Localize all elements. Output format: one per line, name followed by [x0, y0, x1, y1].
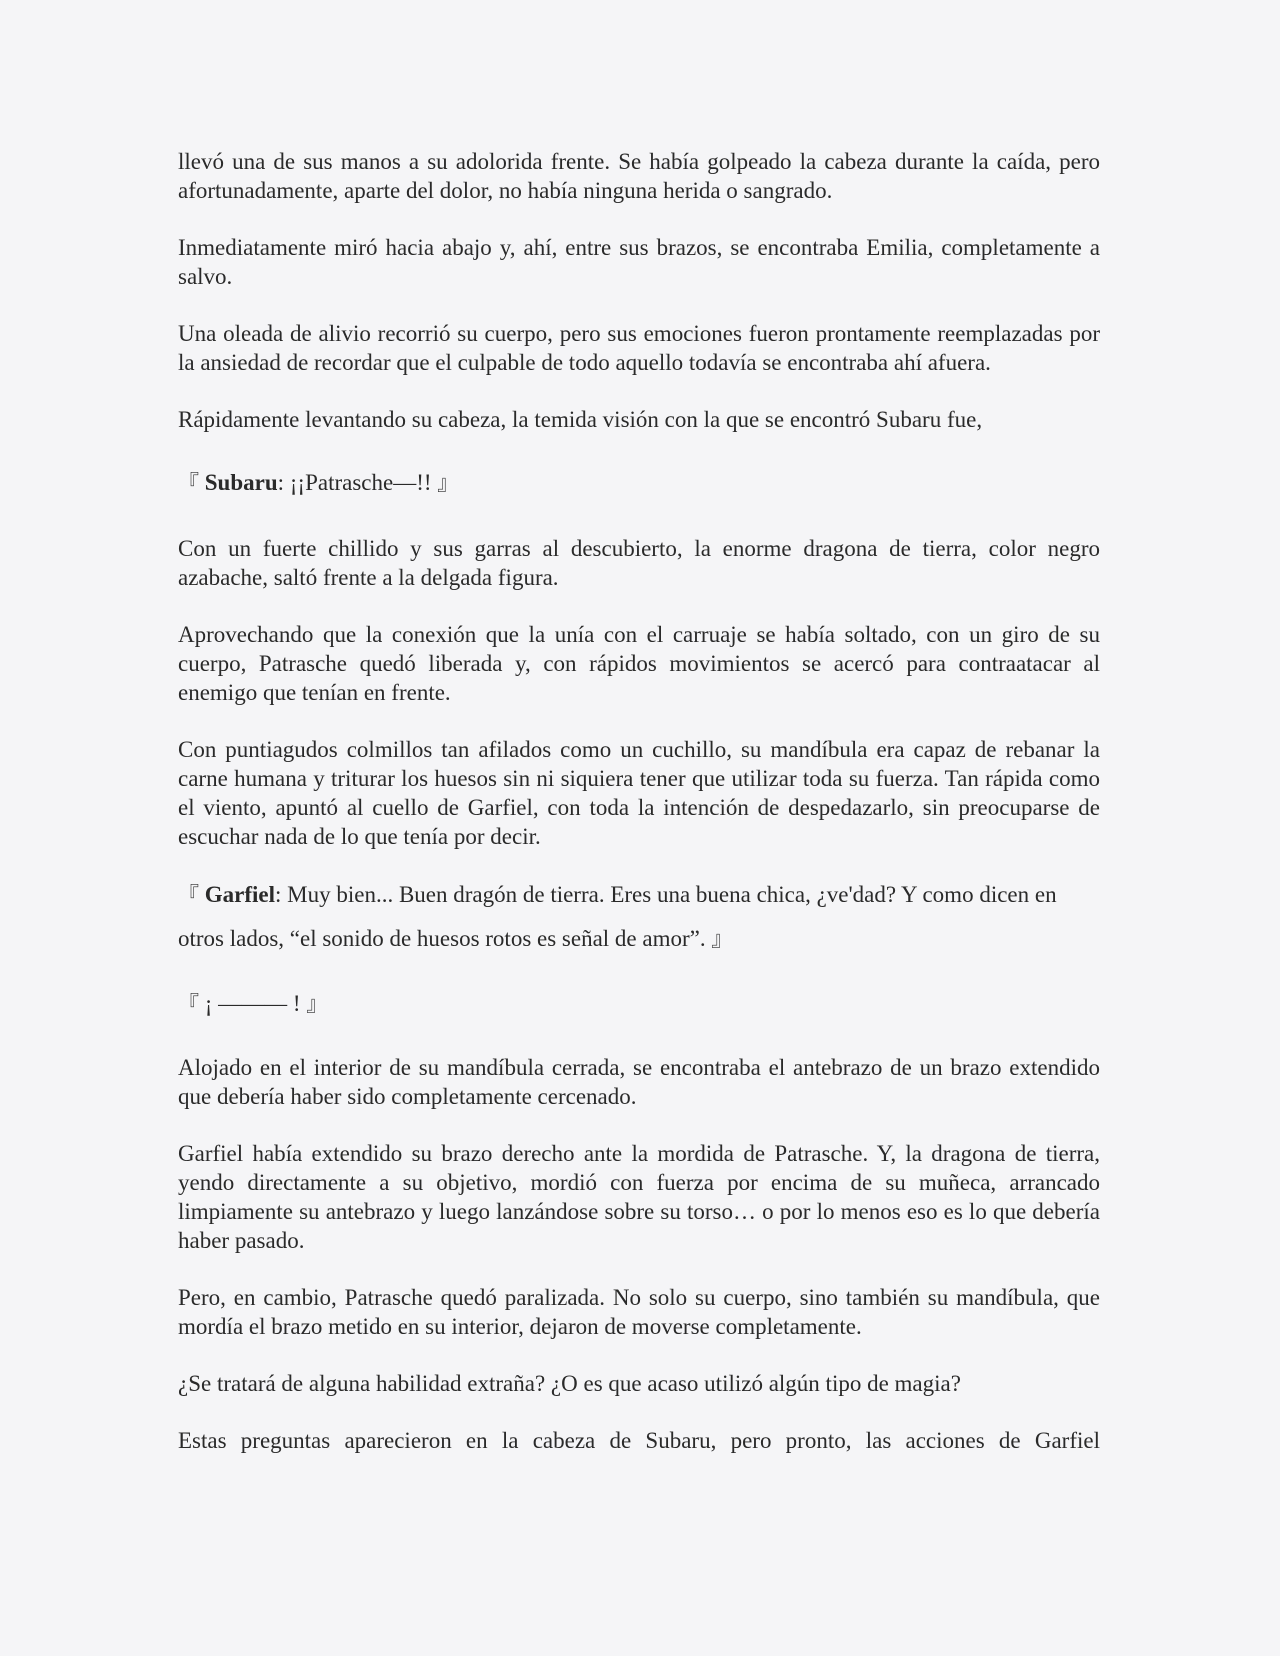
paragraph: Garfiel había extendido su brazo derecho ante la mordida de Patrasche. Y, la dragona de tierra, yendo directamente a su objetivo, mordió con fuerza por encima de su muñeca, arrancado limpiamente su antebrazo y luego lanzándose sobre su torso… o por lo menos eso es lo que debería haber pasado. [178, 1141, 1100, 1253]
close-bracket: 』 [711, 927, 733, 951]
dialogue-text: : Muy bien... Buen dragón de tierra. Eres una buena chica, ¿ve'dad? Y como dicen en otros lados, “el sonido de huesos rotos es señal de amor”. [178, 882, 1057, 951]
open-bracket: 『 [178, 883, 199, 907]
paragraph: Con puntiagudos colmillos tan afilados como un cuchillo, su mandíbula era capaz de rebanar la carne humana y triturar los huesos sin ni siquiera tener que utilizar toda su fuerza. Tan rápida como el viento, apuntó al cuello de Garfiel, con toda la intención de despedazarlo, sin preocuparse de escuchar nada de lo que tenía por decir. [178, 737, 1100, 849]
close-bracket: 』 [437, 471, 459, 495]
dialogue-line-subaru [178, 468, 1100, 498]
paragraph: Estas preguntas aparecieron en la cabeza de Subaru, pero pronto, las acciones de Garfiel [178, 1428, 1100, 1453]
dialogue-text: ¡ ——— ! [204, 991, 307, 1016]
paragraph: llevó una de sus manos a su adolorida frente. Se había golpeado la cabeza durante la caída, pero afortunadamente, aparte del dolor, no había ninguna herida o sangrado. [178, 149, 1100, 203]
paragraph: ¿Se tratará de alguna habilidad extraña? ¿O es que acaso utilizó algún tipo de magia? [178, 1371, 961, 1396]
paragraph: Rápidamente levantando su cabeza, la temida visión con la que se encontró Subaru fue, [178, 407, 983, 432]
document-page [178, 147, 1100, 1483]
paragraph: Con un fuerte chillido y sus garras al descubierto, la enorme dragona de tierra, color negro azabache, saltó frente a la delgada figura. [178, 536, 1100, 590]
paragraph: Alojado en el interior de su mandíbula cerrada, se encontraba el antebrazo de un brazo extendido que debería haber sido completamente cercenado. [178, 1055, 1100, 1109]
paragraph: Pero, en cambio, Patrasche quedó paralizada. No solo su cuerpo, sino también su mandíbula, que mordía el brazo metido en su interior, dejaron de moverse completamente. [178, 1285, 1100, 1339]
speaker-name: Garfiel [204, 882, 275, 907]
dialogue-line-garfiel [178, 873, 1100, 961]
speaker-name: Subaru [204, 470, 278, 495]
open-bracket: 『 [178, 471, 199, 495]
paragraph: Aprovechando que la conexión que la unía con el carruaje se había soltado, con un giro de su cuerpo, Patrasche quedó liberada y, con rápidos movimientos se acercó para contraatacar al enemigo que tenían en frente. [178, 622, 1100, 705]
close-bracket: 』 [306, 992, 328, 1016]
open-bracket: 『 [178, 992, 199, 1016]
dialogue-text: : ¡¡Patrasche—!! [277, 470, 438, 495]
paragraph: Una oleada de alivio recorrió su cuerpo, pero sus emociones fueron prontamente reemplazadas por la ansiedad de recordar que el culpable de todo aquello todavía se encontraba ahí afuera. [178, 321, 1100, 375]
paragraph: Inmediatamente miró hacia abajo y, ahí, entre sus brazos, se encontraba Emilia, completamente a salvo. [178, 235, 1100, 289]
dialogue-line-exclamation [178, 989, 1100, 1019]
